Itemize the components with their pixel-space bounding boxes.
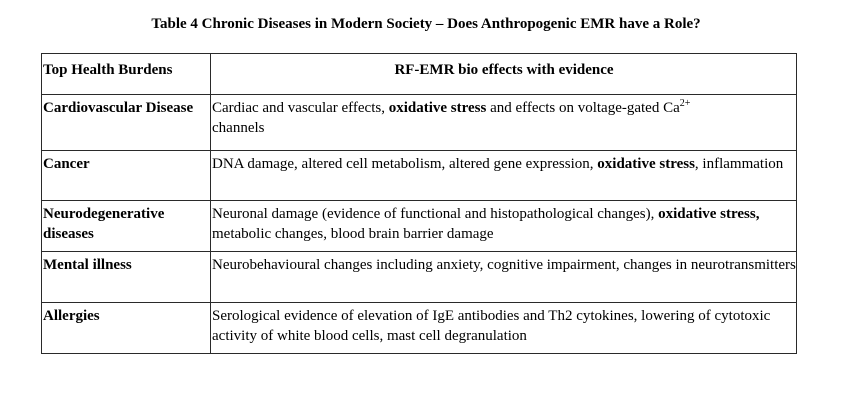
effects-text: metabolic changes, blood brain barrier damage — [212, 226, 494, 242]
effects-text: channels — [212, 120, 265, 136]
row-category-allergies: Allergies — [42, 303, 211, 354]
table-row — [42, 252, 797, 303]
category-line: Neurodegenerative — [43, 206, 165, 222]
row-category-cancer: Cancer — [42, 151, 211, 201]
row-effects-cardiovascular — [211, 95, 797, 151]
effects-emphasis: oxidative stress, — [658, 206, 760, 222]
table-row — [42, 151, 797, 201]
table-row — [42, 201, 797, 252]
row-category-neurodegenerative — [42, 201, 211, 252]
row-effects-mental-illness: Neurobehavioural changes including anxiety, cognitive impairment, changes in neurotransmitters — [211, 252, 797, 303]
header-health-burdens: Top Health Burdens — [42, 54, 211, 95]
table-header-row — [42, 54, 797, 95]
table-row — [42, 303, 797, 354]
row-category-cardiovascular: Cardiovascular Disease — [42, 95, 211, 151]
effects-text: , inflammation — [694, 156, 784, 172]
effects-text: and effects on voltage-gated Ca — [486, 100, 680, 116]
row-category-mental-illness: Mental illness — [42, 252, 211, 303]
row-effects-allergies: Serological evidence of elevation of IgE antibodies and Th2 cytokines, lowering of cytotoxic activity of white blood cells, mast cell degranulation — [211, 303, 797, 354]
table-caption: Table 4 Chronic Diseases in Modern Society – Does Anthropogenic EMR have a Role? — [151, 16, 701, 32]
table-row — [42, 95, 797, 151]
row-effects-cancer — [211, 151, 797, 201]
effects-text: Cardiac and vascular effects, — [212, 100, 389, 116]
category-line: diseases — [43, 226, 94, 242]
effects-text: DNA damage, altered cell metabolism, altered gene expression, — [212, 156, 598, 172]
effects-emphasis: oxidative stress — [388, 100, 487, 116]
superscript-charge: 2+ — [679, 98, 691, 109]
chronic-diseases-table — [41, 53, 797, 354]
header-bio-effects: RF-EMR bio effects with evidence — [211, 54, 797, 95]
row-effects-neurodegenerative — [211, 201, 797, 252]
effects-emphasis: oxidative stress — [597, 156, 695, 172]
effects-text: Neuronal damage (evidence of functional and histopathological changes), — [212, 206, 659, 222]
